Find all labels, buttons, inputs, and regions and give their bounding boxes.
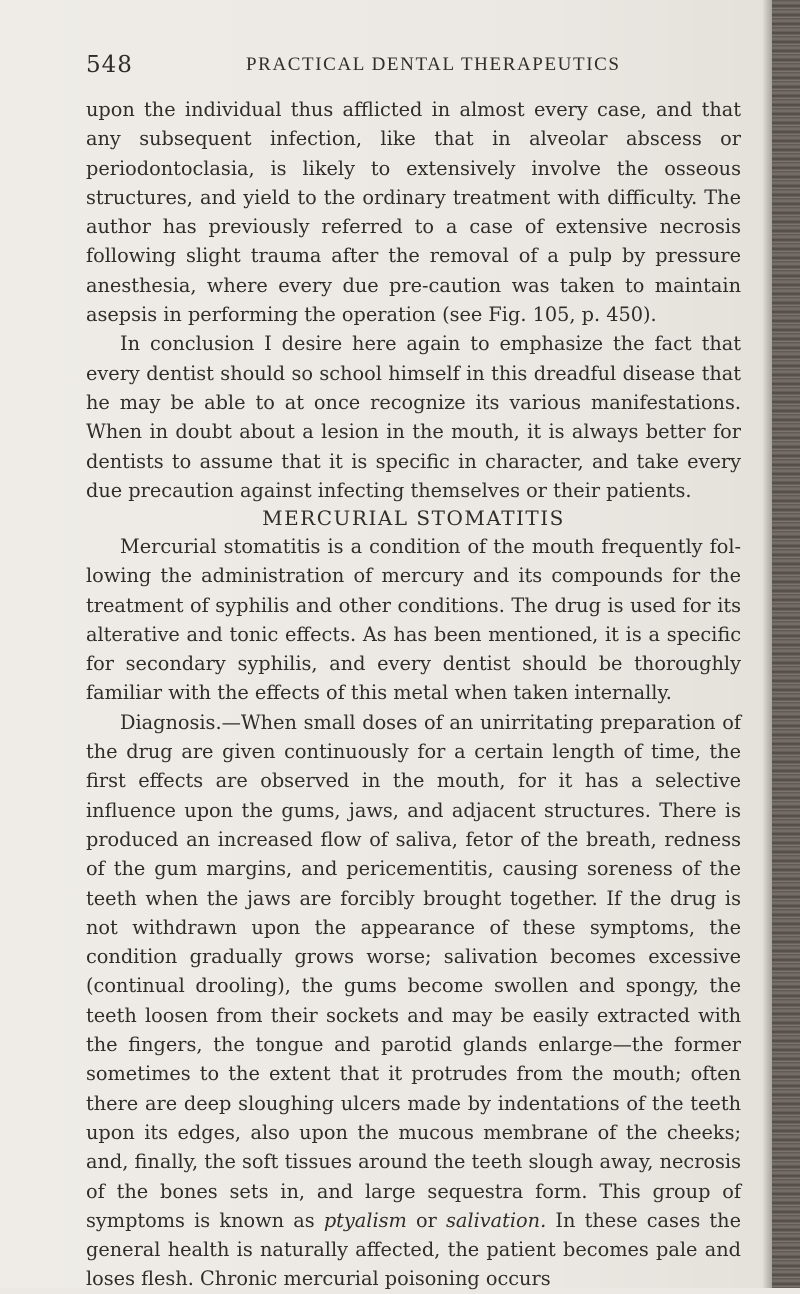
page-edge-shadow — [772, 0, 800, 1288]
page-number: 548 — [86, 52, 133, 78]
diagnosis-text-c: In these cases the general health is naturally affected, the patient becomes pale and loses flesh. Chronic mercurial poisoning occurs — [86, 1208, 741, 1291]
paragraph-syphilis-continued: upon the individual thus afflicted in almost every case, and that any subsequent infection, like that in alveolar abscess or periodontoclasia, is likely to extensively involve the osseous structures, and yield to the ordinary treatment with difficulty. The author has previously referred to a case of extensive necrosis following slight trauma after the removal of a pulp by pressure anesthesia, where every due pre-caution was taken to maintain asepsis in performing the operation (see Fig. 105, p. 450). — [86, 98, 741, 327]
section-heading: MERCURIAL STOMATITIS — [262, 506, 565, 530]
running-title: PRACTICAL DENTAL THERAPEUTICS — [246, 54, 621, 75]
term-salivation: salivation. — [446, 1208, 547, 1232]
paragraph-conclusion: In conclusion I desire here again to emphasize the fact that every dentist should so school himself in this dreadful disease that he may be able to at once recognize its various manifestations. When in doubt about a lesion in the mouth, it is always better for dentists to assume that it is specific in character, and take every due precaution against infecting themselves or their patients. — [86, 332, 741, 502]
diagnosis-text-a: —When small doses of an unirritating preparation of the drug are given continuously for a certain length of time, the first effects are observed in the mouth, for it has a selective influence upon the gums, jaws, and adjacent structures. There is produced an increased flow of saliva, fetor of the breath, redness of the gum margins, and pericementitis, causing soreness of the teeth when the jaws are forcibly brought together. If the drug is not withdrawn upon the appearance of these symptoms, the condition gradually grows worse; salivation becomes excessive (continual drooling), the gums become swollen and spongy, the teeth loosen from their sockets and may be easily extracted with the fingers, the tongue and parotid glands enlarge—the former sometimes to the extent that it protrudes from the mouth; often there are deep sloughing ulcers made by indentations of the teeth upon its edges, also upon the mucous membrane of the cheeks; and, finally, the soft tissues around the teeth slough away, necrosis of the bones sets in, and large sequestra form. This group of symptoms is known as — [86, 710, 741, 1232]
paragraph-mercurial-intro: Mercurial stomatitis is a condition of the mouth frequently fol-lowing the administration of mercury and its compounds for the treatment of syphilis and other conditions. The drug is used for its alterative and tonic effects. As has been mentioned, it is a specific for secondary syphilis, and every dentist should be thoroughly familiar with the effects of this metal when taken internally. — [86, 535, 741, 705]
body-text-upper — [86, 95, 741, 505]
diagnosis-text-b: or — [406, 1208, 447, 1232]
running-head — [86, 52, 741, 82]
paragraph-diagnosis — [86, 708, 741, 1294]
diagnosis-lead: Diagnosis. — [120, 710, 222, 734]
term-ptyalism: ptyalism — [323, 1208, 407, 1232]
body-text-lower — [86, 532, 741, 1294]
